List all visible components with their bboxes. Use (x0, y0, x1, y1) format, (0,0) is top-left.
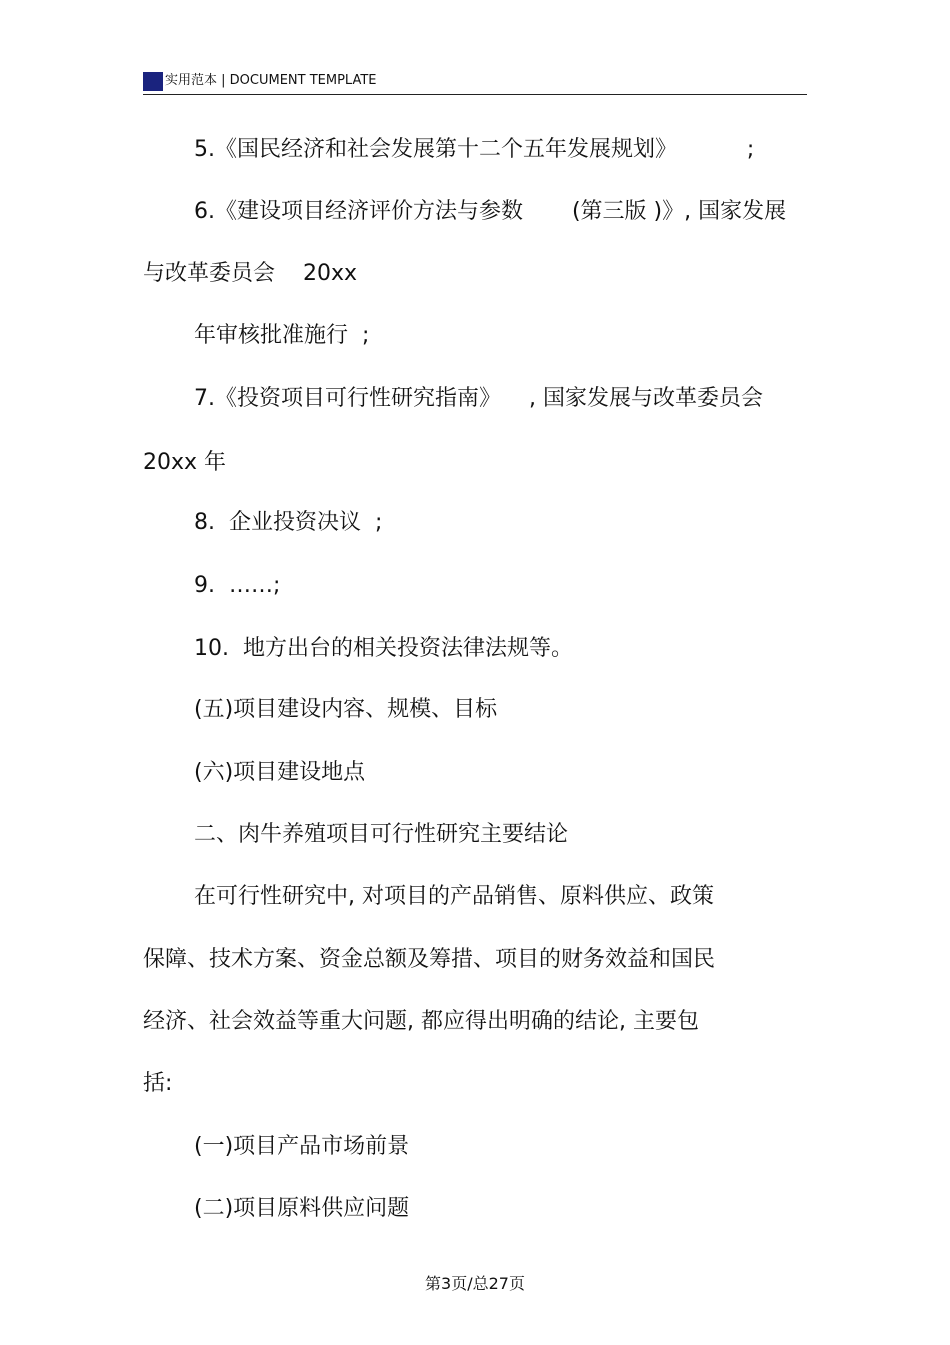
body-line: 在可行性研究中, 对项目的产品销售、原料供应、政策 (194, 884, 714, 909)
body-line: 7.《投资项目可行性研究指南》 , 国家发展与改革委员会 (194, 386, 763, 411)
section-heading: (二)项目原料供应问题 (194, 1196, 410, 1221)
header-logo-block (143, 72, 163, 91)
body-line: 5.《国民经济和社会发展第十二个五年发展规划》 ; (194, 137, 755, 162)
page-number: 第3页/总27页 (425, 1274, 525, 1293)
body-line: 20xx 年 (143, 450, 227, 475)
body-line: 年审核批准施行 ; (194, 323, 370, 348)
section-heading: (五)项目建设内容、规模、目标 (194, 697, 498, 722)
body-line: 保障、技术方案、资金总额及筹措、项目的财务效益和国民 (143, 947, 716, 972)
header-text: 实用范本 | DOCUMENT TEMPLATE (165, 73, 377, 88)
page-header (143, 70, 807, 95)
body-line: 括: (143, 1071, 173, 1096)
body-line: 10. 地方出台的相关投资法律法规等。 (194, 636, 573, 661)
section-heading: (六)项目建设地点 (194, 760, 366, 785)
body-line: 与改革委员会 20xx (143, 261, 358, 286)
body-line: 9. ……; (194, 573, 281, 598)
body-line: 6.《建设项目经济评价方法与参数 (第三版 )》, 国家发展 (194, 199, 787, 224)
section-heading: 二、肉牛养殖项目可行性研究主要结论 (194, 822, 569, 847)
body-line: 经济、社会效益等重大问题, 都应得出明确的结论, 主要包 (143, 1009, 699, 1034)
section-heading: (一)项目产品市场前景 (194, 1134, 410, 1159)
body-line: 8. 企业投资决议 ; (194, 510, 383, 535)
